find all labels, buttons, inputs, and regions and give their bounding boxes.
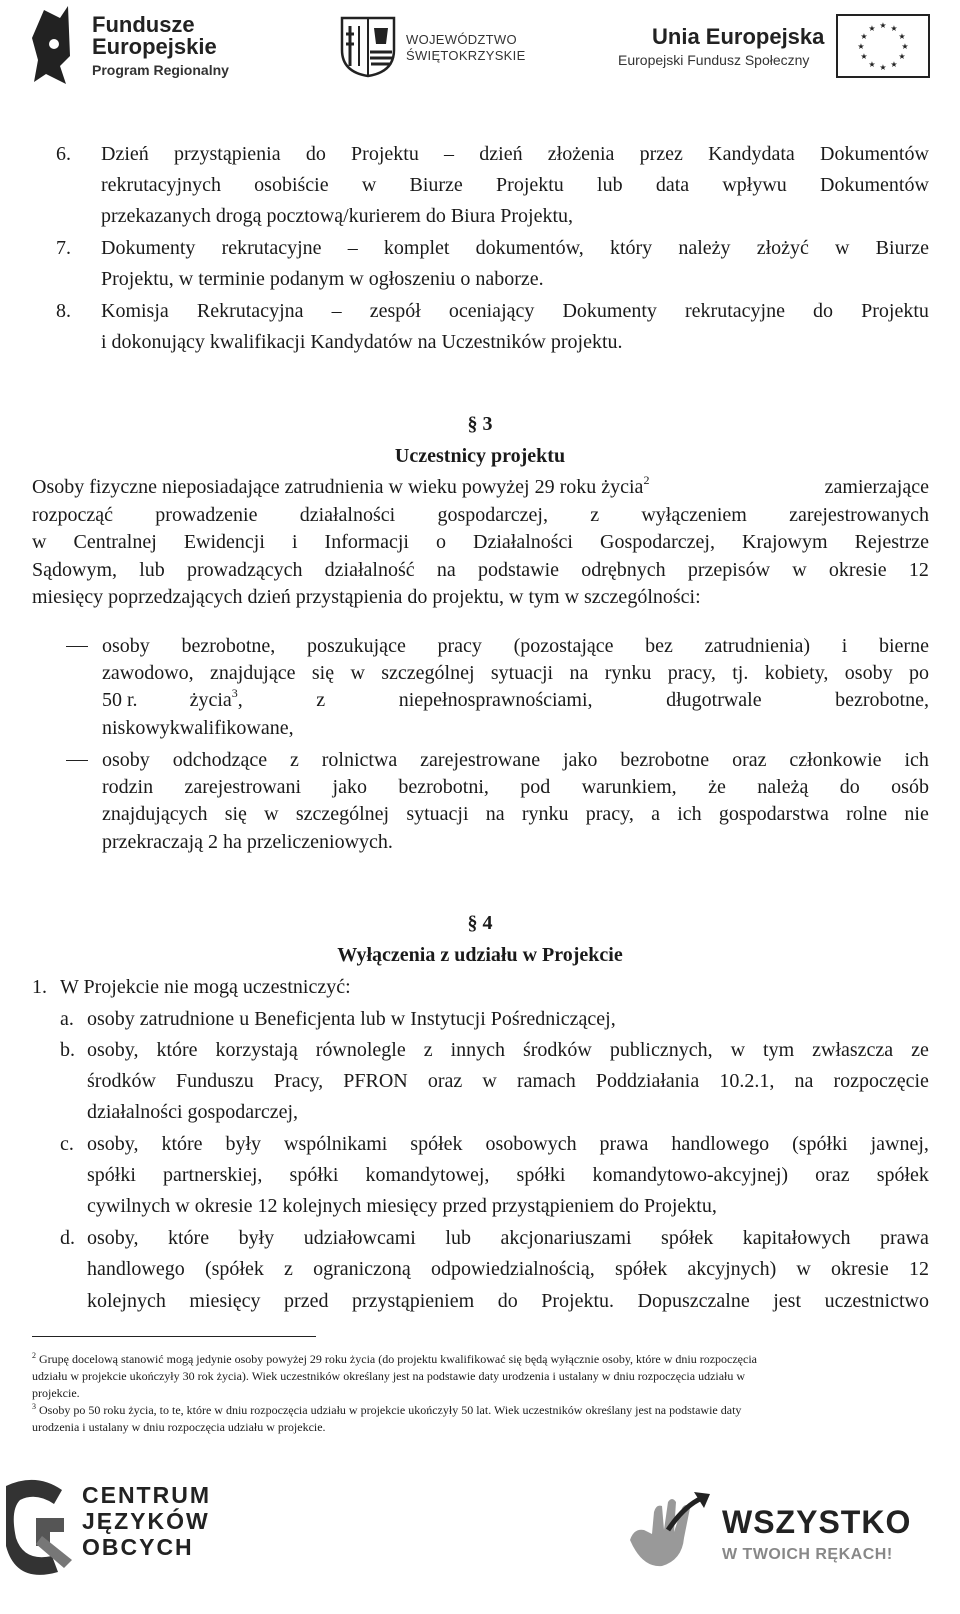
word: do [497,1290,518,1312]
word: zarejestrowani [184,776,302,798]
word: Krajowym [742,531,828,553]
word: Projektu [351,143,419,165]
word: Dzień [101,143,149,165]
word: gospodarczej, [437,504,548,526]
word: w [796,1258,811,1280]
wtr-logo-slogan: W TWOICH RĘKACH! [722,1546,893,1563]
word: korzystają [215,1039,298,1061]
word: (pozostające [513,635,614,657]
word: osoby [102,749,150,771]
fe-logo-name: Fundusze Europejskie [92,12,217,59]
word: kobiety, [764,662,829,684]
word: w [350,662,365,684]
word: zwłaszcza [812,1039,894,1061]
bullet-line [102,634,929,658]
subitem-line [87,1132,929,1156]
footnote-mark-3: 3 [32,1402,36,1411]
word: się [311,662,335,684]
word: – [347,237,358,259]
word: bezrobotne, [181,635,276,657]
word: miesięcy [189,1290,261,1312]
word: Rejestrze [854,531,929,553]
word: ograniczoną [313,1258,411,1280]
fundusze-europejskie-logo-icon [30,4,72,86]
subitem-line [87,1289,929,1313]
word: Poddziałania [595,1070,700,1092]
word: rekrutacyjnych [101,174,221,196]
word: podstawie [477,559,560,581]
word: działalności [299,504,396,526]
word: bezrobotne [620,749,710,771]
item-text: W Projekcie nie mogą uczestniczyć: [60,976,351,998]
word: – [444,143,455,165]
word: udziałowcami [303,1227,416,1249]
word: były [238,1227,275,1249]
word: jako [332,776,367,798]
footnote-3-line: urodzenia i ustalany w dniu rozpoczęcia udziału w projekcie. [32,1420,326,1434]
word: w [361,174,377,196]
word: i [291,531,298,553]
section-4-heading: § 4 [467,912,493,934]
definition-line: przekazanych drogą pocztową/kurierem do Biura Projektu, [101,205,574,227]
word: zarejestrowane [420,749,541,771]
centrum-jezykow-obcych-logo-icon [2,1476,76,1580]
word: bezrobotni, [398,776,489,798]
word: przystąpienia [173,143,281,165]
subitem-line: cywilnych w okresie 12 kolejnych miesięcy przed przystąpieniem do Projektu, [87,1195,717,1217]
eu-flag-icon [836,14,930,78]
word: (spółek [204,1258,264,1280]
word: Dokumentów [820,174,929,196]
word: innych [450,1039,505,1061]
word: osób [891,776,929,798]
cjo-logo-name: CENTRUM JĘZYKÓW OBCYCH [82,1482,211,1560]
word: Centralnej [73,531,157,553]
word: zatrudnienia) [704,635,811,657]
word: w [730,1039,746,1061]
bullet-line [102,748,929,772]
word: komandytowej, [365,1164,490,1186]
word: o [435,531,446,553]
word: jako [562,749,598,771]
word: równolegle [315,1039,406,1061]
word: pracy [437,635,482,657]
word: należą [757,776,809,798]
word: lub [597,174,623,196]
intro-text-before-footnote: Osoby fizyczne nieposiadające zatrudnienia w wieku powyżej 29 roku życia$^2$ [32,473,650,498]
word: który [609,237,653,259]
word: uczestnictwo [824,1290,929,1312]
word: tym [763,1039,795,1061]
word: osoby, [87,1227,139,1249]
footnote-2-line: projekcie. [32,1386,80,1400]
word: sytuacji [406,803,469,825]
word: ich [904,749,929,771]
word: osoby [844,662,893,684]
word: Ewidencji [183,531,265,553]
word: na [485,803,505,825]
definition-line [101,299,929,323]
word: nie [904,803,929,825]
section-3-intro-line [32,558,929,582]
word: rodzin [102,776,154,798]
word: Dopuszczalne [637,1290,750,1312]
word: spółki [87,1164,136,1186]
word: Projektu [496,174,564,196]
section-3-intro-line: miesięcy poprzedzających dzień przystąpienia do projektu, w tym w szczególności: [32,586,701,608]
subitem-letter: c. [60,1133,74,1155]
svg-text:★: ★ [890,24,898,33]
word: rolnictwa [321,749,398,771]
word: Komisja [101,300,169,322]
word: 12 [908,1258,929,1280]
word: PFRON [343,1070,408,1092]
bullet-line [102,775,929,799]
subitem-line [87,1226,929,1250]
hand-arrow-logo-icon [624,1490,712,1570]
word: rolne [846,803,888,825]
word: spółek [876,1164,929,1186]
word: data [655,174,690,196]
subitem-letter: d. [60,1227,75,1249]
definition-line [101,173,929,197]
svg-text:★: ★ [860,52,868,61]
word: prowadzących [186,559,303,581]
word: oraz [815,1164,850,1186]
word: Projektu [861,300,929,322]
section-3-intro-line [32,503,929,527]
subitem-line: osoby zatrudnione u Beneficjenta lub w Instytucji Pośredniczącej, [87,1008,616,1030]
footnote-3-line: $^3$ Osoby po 50 roku życia, to te, które w dniu rozpoczęcia udziału w projekcie ukończyły 50 lat. Wiek uczestników określany jest na podstawie daty [32,1402,742,1417]
word: pracy, [667,662,716,684]
subitem-line [87,1163,929,1187]
word: tj. [732,662,749,684]
word: okresie [831,1258,889,1280]
footnote-ref-3[interactable]: 3 [231,686,238,700]
word: odrębnych [581,559,666,581]
word: środków [522,1039,592,1061]
word: publicznych, [609,1039,713,1061]
subitem-letter: b. [60,1039,75,1061]
word: rozpocząć [32,504,114,526]
subitem-letter: a. [60,1008,74,1030]
word: poszukujące [306,635,406,657]
word: do [305,143,326,165]
word: z [284,1258,293,1280]
word: spółek [614,1258,668,1280]
word: złożyć [756,237,809,259]
word: działalność [324,559,415,581]
definition-number: 7. [56,237,71,259]
word: ich [677,803,702,825]
word: okresie [828,559,887,581]
word: że [708,776,726,798]
word: oraz [427,1070,463,1092]
bullet-dash [66,760,88,761]
word: na [569,662,589,684]
definition-number: 8. [56,300,71,322]
bullet-line [102,688,929,712]
word: w [264,803,279,825]
word: Gospodarczej, [600,531,715,553]
word: do [839,776,860,798]
svg-text:★: ★ [868,60,876,69]
word: osobowych [485,1133,577,1155]
word: dokumentów, [475,237,584,259]
word: handlowego [671,1133,770,1155]
word: pracy, [585,803,634,825]
section-3-intro-line [32,475,929,499]
subitem-line: działalności gospodarczej, [87,1101,299,1123]
word: rekrutacyjne [221,237,322,259]
word: Kandydata [708,143,795,165]
word: odchodzące [172,749,268,771]
section-3-intro-line [32,530,929,554]
word: rynku [604,662,652,684]
word: Dokumenty [562,300,657,322]
word: partnerskiej, [163,1164,263,1186]
word: złożenia [547,143,615,165]
word: lub [445,1227,471,1249]
svg-text:★: ★ [868,24,876,33]
word: szczególnej [381,662,475,684]
word: które [168,1227,210,1249]
section-3-title: Uczestnicy projektu [394,445,566,467]
ue-logo-name: Unia Europejska [652,24,825,49]
word: Projektu. [541,1290,615,1312]
word: (spółki [792,1133,848,1155]
word: bierne [878,635,929,657]
ue-logo-subtitle: Europejski Fundusz Społeczny [618,52,810,68]
word: na [436,559,456,581]
bullet-line [102,661,929,685]
word: przystąpieniem [351,1290,475,1312]
ws-logo-name: WOJEWÓDZTWO ŚWIĘTOKRZYSKIE [406,32,526,63]
definition-number: 6. [56,143,71,165]
bullet-text-life: życia$^3$ [189,686,238,711]
word: członkowie [789,749,882,771]
definition-line [101,142,929,166]
word: prowadzenie [155,504,258,526]
word: prawa [880,1227,929,1249]
word: Biurze [409,174,463,196]
footnote-2-line: udziału w projekcie ukończyły 30 rok życia). Wiek uczestników określany jest na podstawie daty urodzenia i ustalany w dniu rozpoczęcia udziału w [32,1369,746,1383]
word: przepisów [687,559,771,581]
word: w [32,531,47,553]
word: z [423,1039,433,1061]
word: komplet [383,237,450,259]
subitem-line [87,1069,929,1093]
word: 10.2.1, [719,1070,775,1092]
word: Rekrutacyjna [196,300,304,322]
svg-text:★: ★ [879,63,887,72]
wtr-logo-name: WSZYSTKO [722,1504,912,1540]
word: środków [87,1070,156,1092]
word: należy [678,237,731,259]
word: kolejnych [87,1290,166,1312]
word: w [835,237,850,259]
word: lub [139,559,165,581]
word: bez [645,635,673,657]
definition-line: Projektu, w terminie podanym w ogłoszeniu o naborze. [101,268,544,290]
section-4-title: Wyłączenia z udziału w Projekcie [337,944,623,966]
word: przez [639,143,683,165]
section-3-heading: § 3 [467,413,493,435]
svg-text:★: ★ [890,60,898,69]
word: spółek [410,1133,463,1155]
word: po [908,662,929,684]
word: dzień [479,143,523,165]
bullet-line: przekraczają 2 ha przeliczeniowych. [102,831,393,853]
word: spółki [289,1164,339,1186]
word: i [841,635,848,657]
word: które [156,1039,198,1061]
word: jawnej, [870,1133,929,1155]
svg-text:★: ★ [898,52,906,61]
word: rekrutacyjne [685,300,785,322]
word: zawodowo, [102,662,194,684]
word: handlowego [87,1258,185,1280]
word: do [813,300,834,322]
svg-text:★: ★ [860,32,868,41]
bullet-line: niskowykwalifikowane, [102,717,294,739]
subitem-line [87,1038,929,1062]
bullet-text-age: 50 r. [102,689,138,711]
bullet-text-rest: , z niepełnosprawnościami, długotrwale bezrobotne, [237,689,929,711]
word: – [331,300,342,322]
word: Informacji [324,531,409,553]
word: prawa [599,1133,649,1155]
footnote-separator [32,1336,316,1337]
word: ramach [516,1070,576,1092]
word: ze [911,1039,929,1061]
word: które [161,1133,203,1155]
svg-text:★: ★ [901,42,909,51]
word: wspólnikami [284,1133,388,1155]
word: rozpoczęcie [833,1070,929,1092]
word: przed [284,1290,329,1312]
word: 12 [908,559,929,581]
word: akcyjnych) [687,1258,777,1280]
word: Sądowym, [32,559,117,581]
word: Dokumenty [101,237,196,259]
word: Pracy, [273,1070,324,1092]
intro-text-after-footnote: zamierzające [824,476,929,498]
word: znajdujących [102,803,208,825]
footnote-ref-2[interactable]: 2 [643,473,650,487]
word: pod [520,776,551,798]
word: odpowiedzialnością, [430,1258,595,1280]
word: osoby, [87,1133,139,1155]
word: zarejestrowanych [789,504,929,526]
word: a [651,803,660,825]
word: znajdujące [210,662,296,684]
word: oceniający [448,300,535,322]
svg-text:★: ★ [879,21,887,30]
word: spółek [661,1227,714,1249]
word: jest [773,1290,802,1312]
word: Funduszu [176,1070,254,1092]
bullet-line [102,802,929,826]
definition-line: i dokonujący kwalifikacji Kandydatów na Uczestników projektu. [101,331,623,353]
word: rynku [521,803,569,825]
fe-logo-subtitle: Program Regionalny [92,62,229,78]
word: w [482,1070,497,1092]
word: na [794,1070,814,1092]
word: się [224,803,247,825]
word: Działalności [473,531,573,553]
definition-line [101,236,929,260]
word: warunkiem, [581,776,677,798]
word: z [590,504,600,526]
word: akcjonariuszami [500,1227,632,1249]
word: szczególnej [295,803,390,825]
item-number: 1. [32,976,47,998]
bullet-dash [66,646,88,647]
word: spółki [516,1164,566,1186]
word: osoby [102,635,150,657]
word: z [289,749,299,771]
word: w [792,559,807,581]
word: były [225,1133,262,1155]
svg-text:★: ★ [857,42,865,51]
footnote-2-line: $^2$ Grupę docelową stanowić mogą jedynie osoby powyżej 29 roku życia (do projektu kwalifikować się będą wyłącznie osoby, które w dniu rozpoczęcia [32,1351,757,1366]
subitem-line [87,1257,929,1281]
word: zespół [369,300,421,322]
word: Biurze [875,237,929,259]
word: osoby, [87,1039,139,1061]
word: gospodarstwa [718,803,829,825]
word: sytuacji [490,662,554,684]
word: kapitałowych [742,1227,851,1249]
word: komandytowo-akcyjnej) [592,1164,789,1186]
word: Dokumentów [820,143,929,165]
footnote-mark-2: 2 [32,1351,36,1360]
swietokrzyskie-crest-icon [340,16,396,78]
svg-text:★: ★ [898,32,906,41]
word: osobiście [254,174,329,196]
word: oraz [732,749,767,771]
word: wpływu [722,174,787,196]
word: wyłączeniem [641,504,747,526]
